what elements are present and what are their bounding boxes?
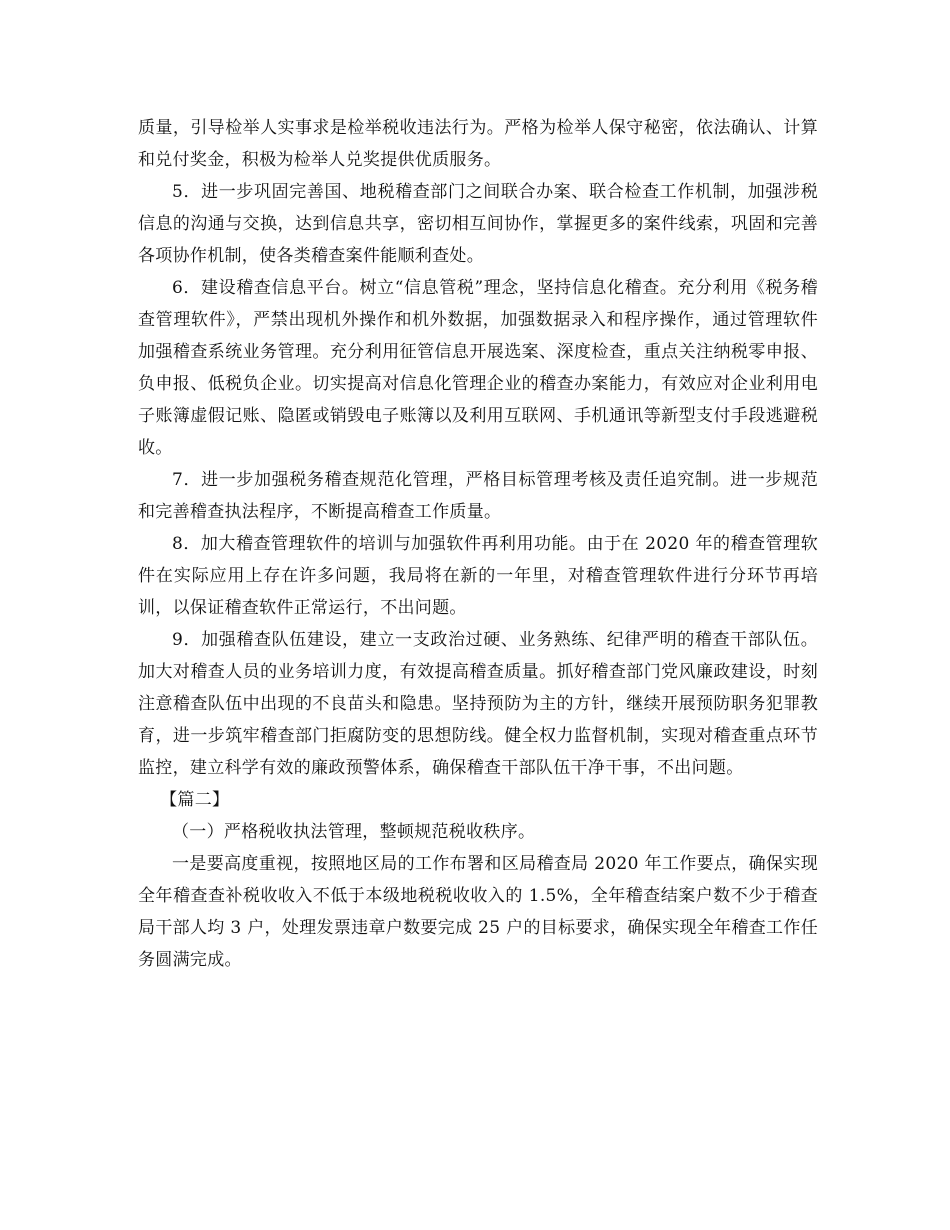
document-page (138, 112, 818, 976)
paragraph-continuation: 质量，引导检举人实事求是检举税收违法行为。严格为检举人保守秘密，依法确认、计算和兑付奖金，积极为检举人兑奖提供优质服务。 (138, 118, 818, 170)
paragraph-item-9: 9．加强稽查队伍建设，建立一支政治过硬、业务熟练、纪律严明的稽查干部队伍。加大对稽查人员的业务培训力度，有效提高稽查质量。抓好稽查部门党风廉政建设，时刻注意稽查队伍中出现的不良苗头和隐患。坚持预防为主的方针，继续开展预防职务犯罪教育，进一步筑牢稽查部门拒腐防变的思想防线。健全权力监督机制，实现对稽查重点环节监控，建立科学有效的廉政预警体系，确保稽查干部队伍干净干事，不出问题。 (138, 630, 818, 778)
paragraph-point-one: 一是要高度重视，按照地区局的工作布署和区局稽查局 2020 年工作要点，确保实现全年稽查查补税收收入不低于本级地税税收收入的 1.5%，全年稽查结案户数不少于稽查局干部人均 3 户，处理发票违章户数要完成 25 户的目标要求，确保实现全年稽查工作任务圆满完成。 (138, 854, 818, 970)
subsection-heading: （一）严格税收执法管理，整顿规范税收秩序。 (172, 822, 536, 842)
paragraph-item-7: 7．进一步加强税务稽查规范化管理，严格目标管理考核及责任追究制。进一步规范和完善稽查执法程序，不断提高稽查工作质量。 (138, 470, 818, 522)
paragraph-item-5: 5．进一步巩固完善国、地税稽查部门之间联合办案、联合检查工作机制，加强涉税信息的沟通与交换，达到信息共享，密切相互间协作，掌握更多的案件线索，巩固和完善各项协作机制，使各类稽查案件能顺利查处。 (138, 182, 818, 266)
paragraph-item-6: 6．建设稽查信息平台。树立“信息管税”理念，坚持信息化稽查。充分利用《税务稽查管理软件》，严禁出现机外操作和机外数据，加强数据录入和程序操作，通过管理软件加强稽查系统业务管理。充分利用征管信息开展选案、深度检查，重点关注纳税零申报、负申报、低税负企业。切实提高对信息化管理企业的稽查办案能力，有效应对企业利用电子账簿虚假记账、隐匿或销毁电子账簿以及利用互联网、手机通讯等新型支付手段逃避税收。 (138, 278, 818, 458)
paragraph-item-8: 8．加大稽查管理软件的培训与加强软件再利用功能。由于在 2020 年的稽查管理软件在实际应用上存在许多问题，我局将在新的一年里，对稽查管理软件进行分环节再培训，以保证稽查软件正常运行，不出问题。 (138, 534, 818, 618)
section-heading: 【篇二】 (160, 790, 230, 810)
